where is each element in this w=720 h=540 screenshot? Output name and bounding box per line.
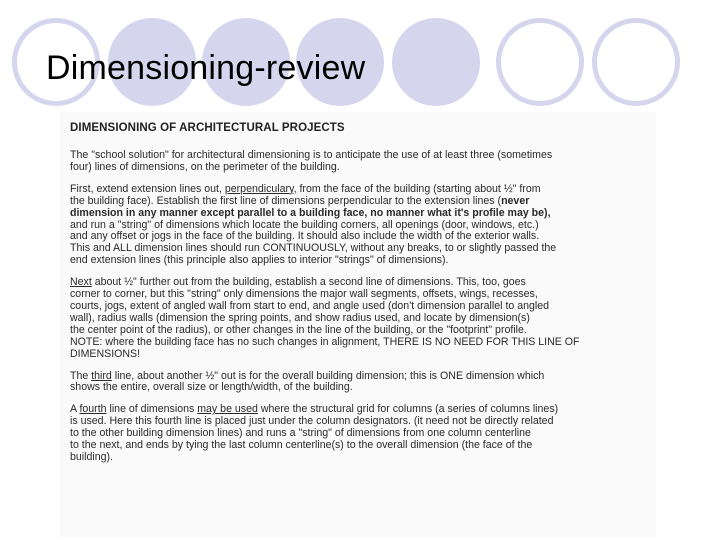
text-line: is used. Here this fourth line is placed just under the column designators. (it need not be directly related — [70, 415, 554, 428]
text-line: and any offset or jogs in the face of the building. It should also include the width of the exterior walls. — [70, 230, 540, 243]
bold-term: never — [501, 194, 530, 207]
text-span: First, extend extension lines out, — [70, 182, 225, 195]
text-line — [70, 196, 646, 208]
text-line: end extension lines (this principle also applies to interior "strings" of dimensions). — [70, 254, 449, 267]
text-line: The "school solution" for architectural dimensioning is to anticipate the use of at least three (sometimes — [70, 149, 553, 161]
paragraph-third-line — [70, 371, 646, 395]
text-line: shows the entire, overall size or length/width, of the building. — [70, 381, 353, 394]
text-span: line, about another ½" out is for the overall building dimension; this is ONE dimension which — [111, 369, 545, 382]
text-line: NOTE: where the building face has no such changes in alignment, THERE IS NO NEED FOR THIS LINE OF — [70, 335, 580, 348]
underlined-term: fourth — [79, 403, 107, 416]
paragraph-second-line — [70, 277, 646, 360]
text-line: wall), radius walls (dimension the spring points, and show radius used, and locate by dimension(s) — [70, 311, 530, 324]
text-line: corner to corner, but this "string" only dimensions the major wall segments, offsets, wings, recesses, — [70, 288, 538, 301]
scanned-document — [60, 112, 656, 537]
text-line: to the other building dimension lines) and runs a "string" of dimensions from one column centerline — [70, 427, 531, 440]
circle-filled-4-icon — [392, 18, 480, 106]
text-line: the center point of the radius), or other changes in the line of the building, or the "footprint" profile. — [70, 323, 527, 336]
underlined-term: third — [91, 369, 112, 382]
text-span: A — [70, 403, 80, 416]
paragraph-first-line — [70, 184, 646, 267]
circle-ring-3-icon — [592, 18, 680, 106]
bold-text-line: dimension in any manner except parallel to a building face, no manner what it's profile may be), — [70, 206, 551, 219]
text-span: , from the face of the building (starting about ½" from — [293, 182, 541, 195]
text-line: courts, jogs, extent of angled wall from start to end, and angle used (don't dimension parallel to angled — [70, 299, 550, 312]
text-line: four) lines of dimensions, on the perimeter of the building. — [70, 160, 340, 173]
text-span: the building face). Establish the first line of dimensions perpendicular to the extension lines ( — [70, 194, 502, 207]
text-line: DIMENSIONS! — [70, 347, 141, 360]
text-span: The — [70, 369, 92, 382]
text-span: line of dimensions — [106, 403, 198, 416]
text-line: to the next, and ends by tying the last column centerline(s) to the overall dimension (the face of the — [70, 439, 533, 452]
circle-ring-2-icon — [496, 18, 584, 106]
underlined-term: perpendiculary — [224, 182, 294, 195]
text-span: where the structural grid for columns (a series of columns lines) — [257, 403, 559, 416]
underlined-term: may be used — [197, 403, 258, 416]
underlined-term: Next — [70, 276, 92, 289]
slide-title: Dimensioning-review — [46, 49, 366, 87]
text-line: building). — [70, 450, 113, 463]
paragraph-fourth-line — [70, 404, 646, 464]
document-heading: DIMENSIONING OF ARCHITECTURAL PROJECTS — [70, 122, 345, 134]
text-line: This and ALL dimension lines should run CONTINUOUSLY, without any breaks, to or slightly passed the — [70, 242, 557, 255]
text-span: about ½" further out from the building, establish a second line of dimensions. This, too, goes — [91, 276, 526, 289]
paragraph-school-solution — [70, 150, 646, 174]
text-line: and run a "string" of dimensions which locate the building corners, all openings (door, windows, etc.) — [70, 218, 539, 231]
